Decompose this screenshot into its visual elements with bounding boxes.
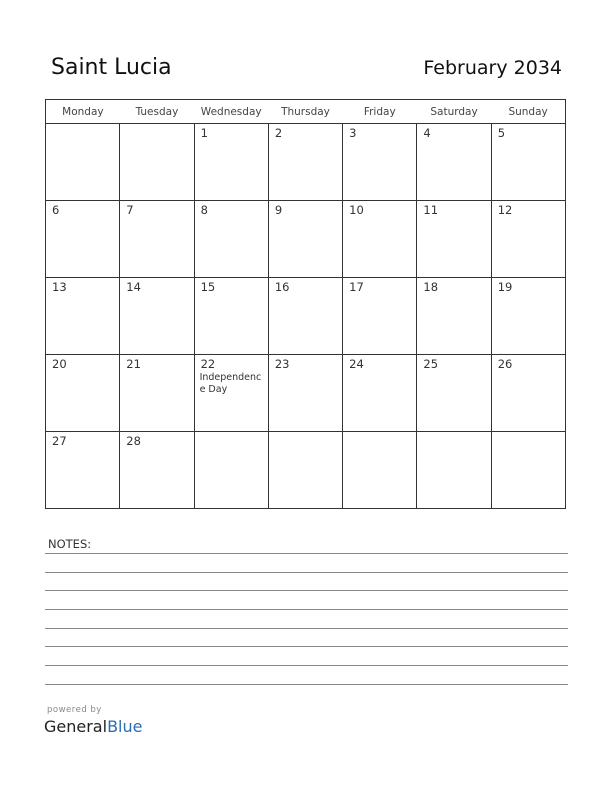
day-cell bbox=[417, 124, 491, 201]
day-number: 23 bbox=[274, 357, 290, 371]
week-row bbox=[46, 201, 566, 278]
day-cell bbox=[491, 124, 565, 201]
day-number: 14 bbox=[126, 280, 141, 294]
day-cell bbox=[46, 124, 120, 201]
day-number: 20 bbox=[52, 357, 67, 371]
day-number: 1 bbox=[200, 126, 208, 140]
day-number: 9 bbox=[274, 203, 283, 217]
calendar-grid bbox=[45, 99, 566, 509]
day-number: 4 bbox=[423, 126, 431, 140]
day-cell bbox=[194, 355, 268, 432]
day-number: 28 bbox=[126, 434, 141, 448]
brand-general: General bbox=[44, 717, 108, 736]
day-cell bbox=[268, 278, 342, 355]
day-cell bbox=[194, 432, 268, 509]
day-number: 24 bbox=[349, 357, 364, 371]
notes-line bbox=[45, 628, 568, 629]
day-cell bbox=[268, 201, 342, 278]
day-cell bbox=[46, 432, 120, 509]
notes-line bbox=[45, 646, 568, 647]
day-number: 5 bbox=[497, 126, 506, 140]
day-number: 16 bbox=[274, 280, 290, 294]
powered-by-label: powered by bbox=[47, 705, 102, 715]
weekday-header: Friday bbox=[343, 100, 417, 124]
day-cell bbox=[343, 432, 417, 509]
day-cell bbox=[194, 201, 268, 278]
country-title: Saint Lucia bbox=[51, 55, 172, 80]
week-row bbox=[46, 124, 566, 201]
day-number: 11 bbox=[423, 203, 439, 217]
day-cell bbox=[417, 278, 491, 355]
notes-line bbox=[45, 684, 568, 685]
day-number: 27 bbox=[52, 434, 67, 448]
week-row bbox=[46, 278, 566, 355]
brand-blue: Blue bbox=[107, 717, 143, 736]
day-number: 13 bbox=[52, 280, 67, 294]
day-cell bbox=[417, 201, 491, 278]
day-cell bbox=[343, 355, 417, 432]
day-cell bbox=[417, 432, 491, 509]
day-number: 19 bbox=[497, 280, 513, 294]
day-number: 22 bbox=[200, 357, 216, 371]
notes-line bbox=[45, 590, 568, 591]
week-row bbox=[46, 432, 566, 509]
holiday-label: Independence Day bbox=[199, 372, 262, 395]
weekday-header: Monday bbox=[46, 100, 120, 124]
day-number: 25 bbox=[423, 357, 439, 371]
day-number: 15 bbox=[200, 280, 216, 294]
notes-line bbox=[45, 665, 568, 666]
weekday-header: Saturday bbox=[417, 100, 491, 124]
month-year-title: February 2034 bbox=[423, 57, 562, 79]
day-number: 17 bbox=[349, 280, 364, 294]
day-cell bbox=[120, 124, 194, 201]
day-cell bbox=[491, 278, 565, 355]
week-row bbox=[46, 355, 566, 432]
day-number: 3 bbox=[349, 126, 357, 140]
day-cell bbox=[194, 278, 268, 355]
day-cell bbox=[120, 355, 194, 432]
notes-label: NOTES: bbox=[48, 537, 92, 551]
day-cell bbox=[268, 432, 342, 509]
day-cell bbox=[268, 124, 342, 201]
day-cell bbox=[268, 355, 342, 432]
weekday-header-row bbox=[46, 100, 566, 124]
day-cell bbox=[46, 355, 120, 432]
day-cell bbox=[343, 201, 417, 278]
day-cell bbox=[46, 201, 120, 278]
day-number: 6 bbox=[52, 203, 60, 217]
weekday-header: Tuesday bbox=[120, 100, 194, 124]
day-number: 21 bbox=[126, 357, 141, 371]
day-cell bbox=[46, 278, 120, 355]
day-cell bbox=[417, 355, 491, 432]
day-cell bbox=[491, 201, 565, 278]
weekday-header: Thursday bbox=[268, 100, 342, 124]
notes-line bbox=[45, 553, 568, 554]
day-number: 18 bbox=[423, 280, 439, 294]
day-number: 7 bbox=[126, 203, 134, 217]
weekday-header: Sunday bbox=[491, 100, 565, 124]
day-cell bbox=[194, 124, 268, 201]
day-cell bbox=[491, 355, 565, 432]
day-number: 12 bbox=[497, 203, 513, 217]
day-cell bbox=[343, 124, 417, 201]
generalblue-logo bbox=[44, 717, 142, 736]
day-cell bbox=[120, 201, 194, 278]
day-cell bbox=[491, 432, 565, 509]
day-number: 10 bbox=[349, 203, 364, 217]
day-cell bbox=[343, 278, 417, 355]
day-cell bbox=[120, 432, 194, 509]
notes-line bbox=[45, 609, 568, 610]
day-cell bbox=[120, 278, 194, 355]
day-number: 2 bbox=[274, 126, 283, 140]
day-number: 8 bbox=[200, 203, 208, 217]
day-number: 26 bbox=[497, 357, 513, 371]
notes-line bbox=[45, 572, 568, 573]
weekday-header: Wednesday bbox=[194, 100, 268, 124]
